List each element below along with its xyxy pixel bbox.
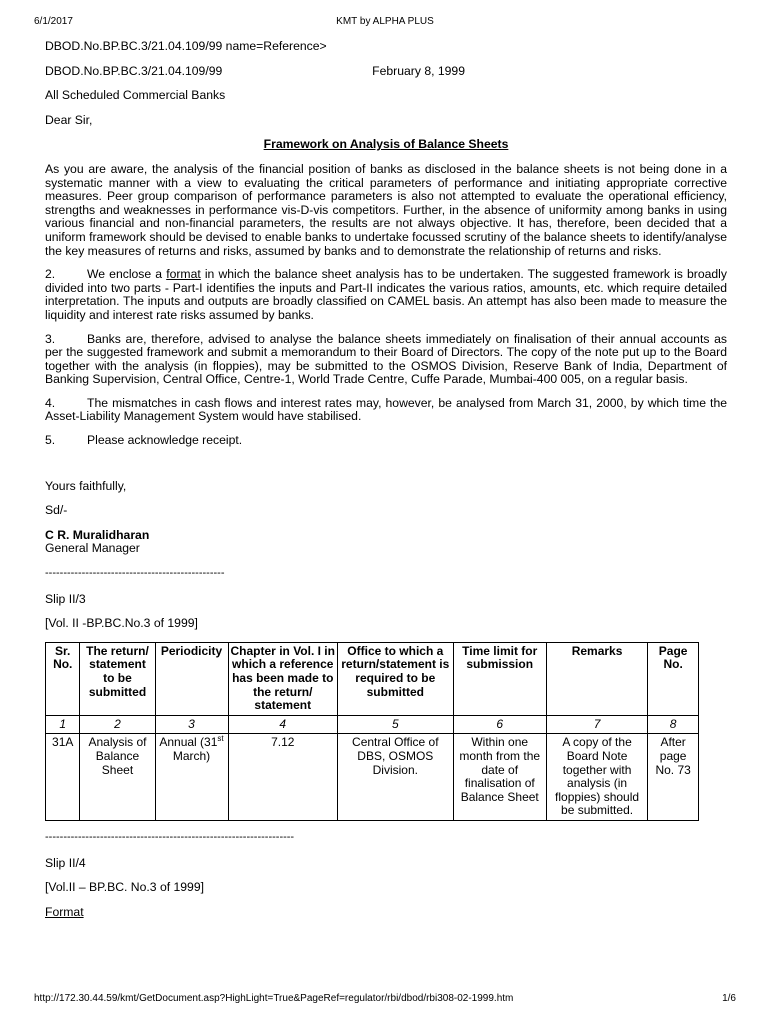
paragraph-text: in which the balance sheet analysis has to be undertaken. The suggested framework is broadly divided into two parts - Part-I identifies the inputs and Part-II indicates the various ratios, amounts, etc. which require detailed interpretation. The inputs and outputs are broadly classified on CAMEL basis. An attempt has also been made to measure the liquidity and interest rate risks assumed by banks. (45, 267, 727, 322)
format-link[interactable]: format (166, 267, 201, 282)
column-header: The return/ statement to be submitted (80, 642, 155, 715)
divider: ------------------------------------------------- (45, 567, 225, 580)
paragraph-1: As you are aware, the analysis of the financial position of banks as disclosed in the balance sheets is not being done in a systematic manner with a view to evaluating the critical parameters of performance and initiating appropriate corrective measures. Peer group comparison of performance parameters is also not attempted to evaluate the operational efficiency, strengths and weaknesses in performance vis-D-vis competitors. Further, in the absence of uniformity among banks in using various financial and non-financial parameters, the results are not always objective. It has, therefore, been decided that a uniform framework should be devised to enable banks to undertake focussed scrutiny of the balance sheets to identify/analyse the key measures of returns and risks, assumed by banks and to demonstrate the relationship of returns and risks. (45, 161, 727, 258)
divider: -------------------------------------------------------------------- (45, 830, 295, 843)
table-row (46, 734, 699, 821)
volume-reference: [Vol. II -BP.BC.No.3 of 1999] (45, 616, 198, 631)
column-number: 5 (338, 715, 454, 734)
paragraph-5 (45, 434, 727, 448)
paragraph-text: We enclose a (87, 267, 167, 282)
column-number-row (46, 715, 699, 734)
reference-row (45, 65, 465, 79)
periodicity-text: Annual (31 (159, 735, 218, 750)
reference-name: DBOD.No.BP.BC.3/21.04.109/99 name=Reference> (45, 39, 327, 53)
column-number: 8 (648, 715, 699, 734)
cell-sr-no: 31A (46, 734, 80, 821)
paragraph-text: The mismatches in cash flows and interest rates may, however, be analysed from March 31, 2000, by which time the Asset-Liability Management System would have stabilised. (45, 395, 727, 424)
column-number: 4 (228, 715, 338, 734)
column-header: Sr. No. (46, 642, 80, 715)
print-title: KMT by ALPHA PLUS (336, 16, 434, 27)
closing: Yours faithfully, (45, 478, 127, 493)
column-header: Periodicity (155, 642, 228, 715)
circular-document (45, 40, 727, 930)
cell-time-limit: Within one month from the date of finalisation of Balance Sheet (453, 734, 546, 821)
column-header: Time limit for submission (453, 642, 546, 715)
cell-office: Central Office of DBS, OSMOS Division. (338, 734, 454, 821)
format-link[interactable]: Format (45, 904, 84, 919)
slip-label: Slip II/3 (45, 591, 86, 606)
paragraph-number: 5. (45, 433, 56, 448)
periodicity-superscript: st (217, 734, 224, 744)
subject-heading: Framework on Analysis of Balance Sheets (263, 137, 509, 152)
paragraph-text: Banks are, therefore, advised to analyse the balance sheets immediately on finalisation of their annual accounts as per the suggested framework and submit a memorandum to their Board of Directors. The copy of the note put up to the Board together with the analysis (in floppies), may be submitted to the OSMOS Division, Reserve Bank of India, Department of Banking Supervision, Central Office, Centre-1, World Trade Centre, Cuffe Parade, Mumbai-400 005, on a regular basis. (45, 331, 727, 387)
column-number: 1 (46, 715, 80, 734)
cell-periodicity (155, 734, 228, 821)
salutation: Dear Sir, (45, 112, 93, 127)
paragraph-2 (45, 268, 727, 322)
column-number: 2 (80, 715, 155, 734)
column-header: Office to which a return/statement is required to be submitted (338, 642, 454, 715)
page-number: 1/6 (722, 993, 736, 1004)
column-header: Remarks (546, 642, 647, 715)
column-number: 6 (453, 715, 546, 734)
slip-label: Slip II/4 (45, 855, 86, 870)
print-url: http://172.30.44.59/kmt/GetDocument.asp?HighLight=True&PageRef=regulator/rbi/dbod/rbi308-02-1999.htm (34, 993, 514, 1004)
addressee: All Scheduled Commercial Banks (45, 88, 226, 103)
letter-date: February 8, 1999 (372, 63, 465, 78)
table-header-row (46, 642, 699, 715)
paragraph-number: 3. (45, 331, 56, 346)
paragraph-4 (45, 397, 727, 424)
column-header: Page No. (648, 642, 699, 715)
signed-mark: Sd/- (45, 503, 68, 518)
paragraph-text: Please acknowledge receipt. (87, 433, 243, 448)
column-number: 3 (155, 715, 228, 734)
paragraph-number: 2. (45, 267, 56, 282)
cell-remarks: A copy of the Board Note together with analysis (in floppies) should be submitted. (546, 734, 647, 821)
signatory-designation: General Manager (45, 541, 140, 556)
cell-page-no: After page No. 73 (648, 734, 699, 821)
paragraph-number: 4. (45, 395, 56, 410)
print-date: 6/1/2017 (34, 16, 73, 27)
column-header: Chapter in Vol. I in which a reference has been made to the return/ statement (228, 642, 338, 715)
reference-number: DBOD.No.BP.BC.3/21.04.109/99 (45, 63, 223, 78)
slip-table (45, 642, 699, 821)
cell-chapter: 7.12 (228, 734, 338, 821)
volume-reference: [Vol.II – BP.BC. No.3 of 1999] (45, 880, 204, 895)
column-number: 7 (546, 715, 647, 734)
periodicity-text: March) (172, 748, 211, 763)
paragraph-3 (45, 333, 727, 387)
signatory-name: C R. Muralidharan (45, 527, 150, 542)
cell-return: Analysis of Balance Sheet (80, 734, 155, 821)
